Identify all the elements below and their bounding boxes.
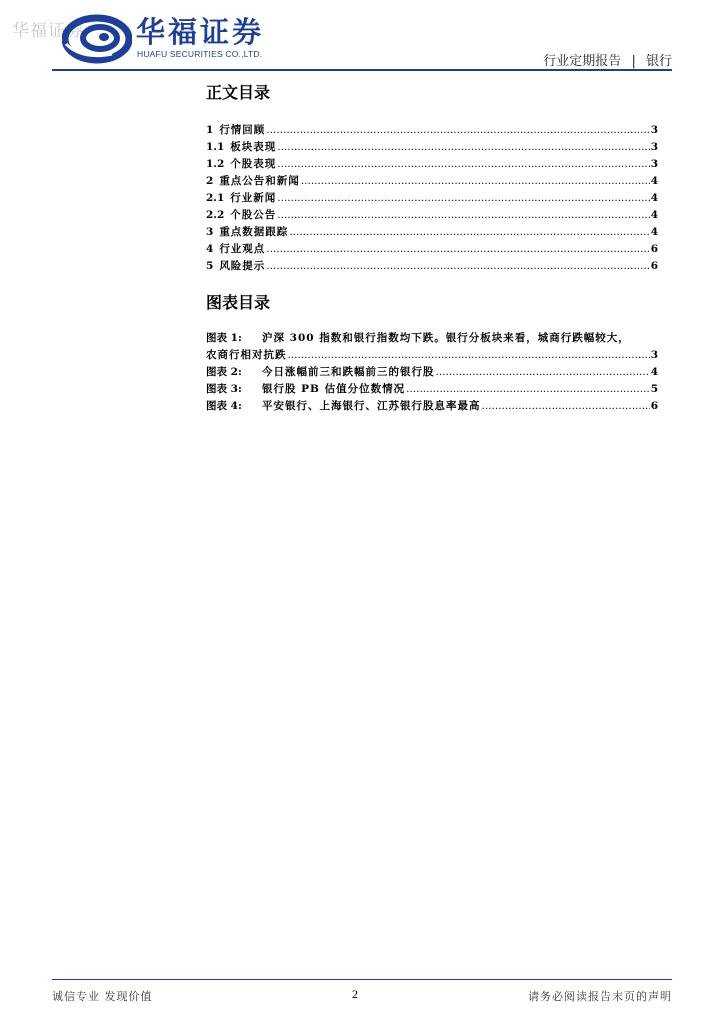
toc-entry-label: 个股公告 xyxy=(230,209,277,221)
company-logo xyxy=(62,14,272,64)
footer-slogan: 诚信专业 发现价值 xyxy=(52,990,153,1003)
figure-entry[interactable] xyxy=(206,381,658,398)
toc-entry-label: 重点数据跟踪 xyxy=(219,226,289,238)
watermark: 华福证券 xyxy=(12,21,84,41)
dot-leader xyxy=(277,207,649,224)
figure-entry[interactable] xyxy=(206,330,658,364)
toc-entry-page: 4 xyxy=(650,175,658,187)
toc-entry[interactable] xyxy=(206,207,658,224)
figure-entry-label-cont: 农商行相对抗跌 xyxy=(206,349,287,361)
page-number: 2 xyxy=(352,987,358,1001)
footer-disclaimer: 请务必阅读报告末页的声明 xyxy=(528,990,672,1003)
toc-entry-label: 行情回顾 xyxy=(219,124,266,136)
header-separator: | xyxy=(631,54,636,69)
figure-entry-number: 图表 4: xyxy=(206,400,242,412)
toc-entry-number: 1.2 xyxy=(206,158,225,170)
figures-title: 图表目录 xyxy=(206,293,271,312)
dot-leader xyxy=(266,122,649,139)
dot-leader xyxy=(436,364,650,381)
figure-entry-label: 沪深 300 指数和银行指数均下跌。银行分板块来看，城商行跌幅较大， xyxy=(262,332,630,344)
dot-leader xyxy=(301,173,650,190)
figure-entry-label: 平安银行、上海银行、江苏银行股息率最高 xyxy=(262,400,481,412)
toc-entry-page: 6 xyxy=(650,243,658,255)
dot-leader xyxy=(277,190,649,207)
toc-entry[interactable] xyxy=(206,122,658,139)
toc-entry[interactable] xyxy=(206,173,658,190)
dot-leader xyxy=(277,139,649,156)
toc-entry-label: 行业新闻 xyxy=(230,192,277,204)
figure-entry[interactable] xyxy=(206,398,658,415)
logo-name-en: HUAFU SECURITIES CO.,LTD. xyxy=(137,49,263,59)
figure-entry-number: 图表 2: xyxy=(206,366,242,378)
dot-leader xyxy=(289,224,649,241)
toc-entry-page: 3 xyxy=(650,158,658,170)
header-divider xyxy=(52,69,672,71)
figure-entry-page: 5 xyxy=(650,383,658,395)
figure-entry-page: 4 xyxy=(650,366,658,378)
toc-entry-page: 4 xyxy=(650,226,658,238)
toc-entry-number: 3 xyxy=(206,226,214,238)
figure-entry-number: 图表 1: xyxy=(206,332,242,344)
toc-list xyxy=(206,122,658,275)
toc-entry-number: 1.1 xyxy=(206,141,225,153)
toc-entry[interactable] xyxy=(206,190,658,207)
toc-entry-label: 行业观点 xyxy=(219,243,266,255)
dot-leader xyxy=(288,347,650,364)
dot-leader xyxy=(277,156,649,173)
toc-entry-number: 2.2 xyxy=(206,209,225,221)
toc-entry[interactable] xyxy=(206,241,658,258)
figure-entry-page: 3 xyxy=(650,349,658,361)
toc-entry-number: 2.1 xyxy=(206,192,225,204)
figure-entry-label: 银行股 PB 估值分位数情况 xyxy=(262,383,406,395)
dot-leader xyxy=(266,258,649,275)
figure-entry-number: 图表 3: xyxy=(206,383,242,395)
toc-entry[interactable] xyxy=(206,139,658,156)
footer-divider xyxy=(52,979,672,980)
toc-entry-page: 6 xyxy=(650,260,658,272)
toc-entry-page: 3 xyxy=(650,141,658,153)
report-header xyxy=(543,50,672,69)
toc-entry[interactable] xyxy=(206,258,658,275)
toc-entry-page: 3 xyxy=(650,124,658,136)
figure-entry[interactable] xyxy=(206,364,658,381)
figures-list xyxy=(206,330,658,415)
toc-entry-number: 5 xyxy=(206,260,214,272)
logo-swirl-icon xyxy=(62,14,132,64)
toc-entry[interactable] xyxy=(206,156,658,173)
toc-entry-label: 重点公告和新闻 xyxy=(219,175,300,187)
toc-entry-number: 2 xyxy=(206,175,214,187)
logo-name-cn: 华福证券 xyxy=(136,15,265,49)
toc-entry[interactable] xyxy=(206,224,658,241)
toc-entry-label: 个股表现 xyxy=(230,158,277,170)
dot-leader xyxy=(266,241,649,258)
toc-entry-page: 4 xyxy=(650,192,658,204)
toc-entry-page: 4 xyxy=(650,209,658,221)
report-type: 行业定期报告 xyxy=(543,54,622,69)
toc-entry-label: 风险提示 xyxy=(219,260,266,272)
industry-name: 银行 xyxy=(645,54,672,69)
toc-entry-number: 1 xyxy=(206,124,214,136)
dot-leader xyxy=(482,398,650,415)
figure-entry-page: 6 xyxy=(650,400,658,412)
toc-entry-label: 板块表现 xyxy=(230,141,277,153)
dot-leader xyxy=(406,381,650,398)
toc-section xyxy=(206,80,658,275)
toc-entry-number: 4 xyxy=(206,243,214,255)
figure-entry-label: 今日涨幅前三和跌幅前三的银行股 xyxy=(262,366,435,378)
figures-section xyxy=(206,290,658,415)
toc-title: 正文目录 xyxy=(206,83,271,102)
